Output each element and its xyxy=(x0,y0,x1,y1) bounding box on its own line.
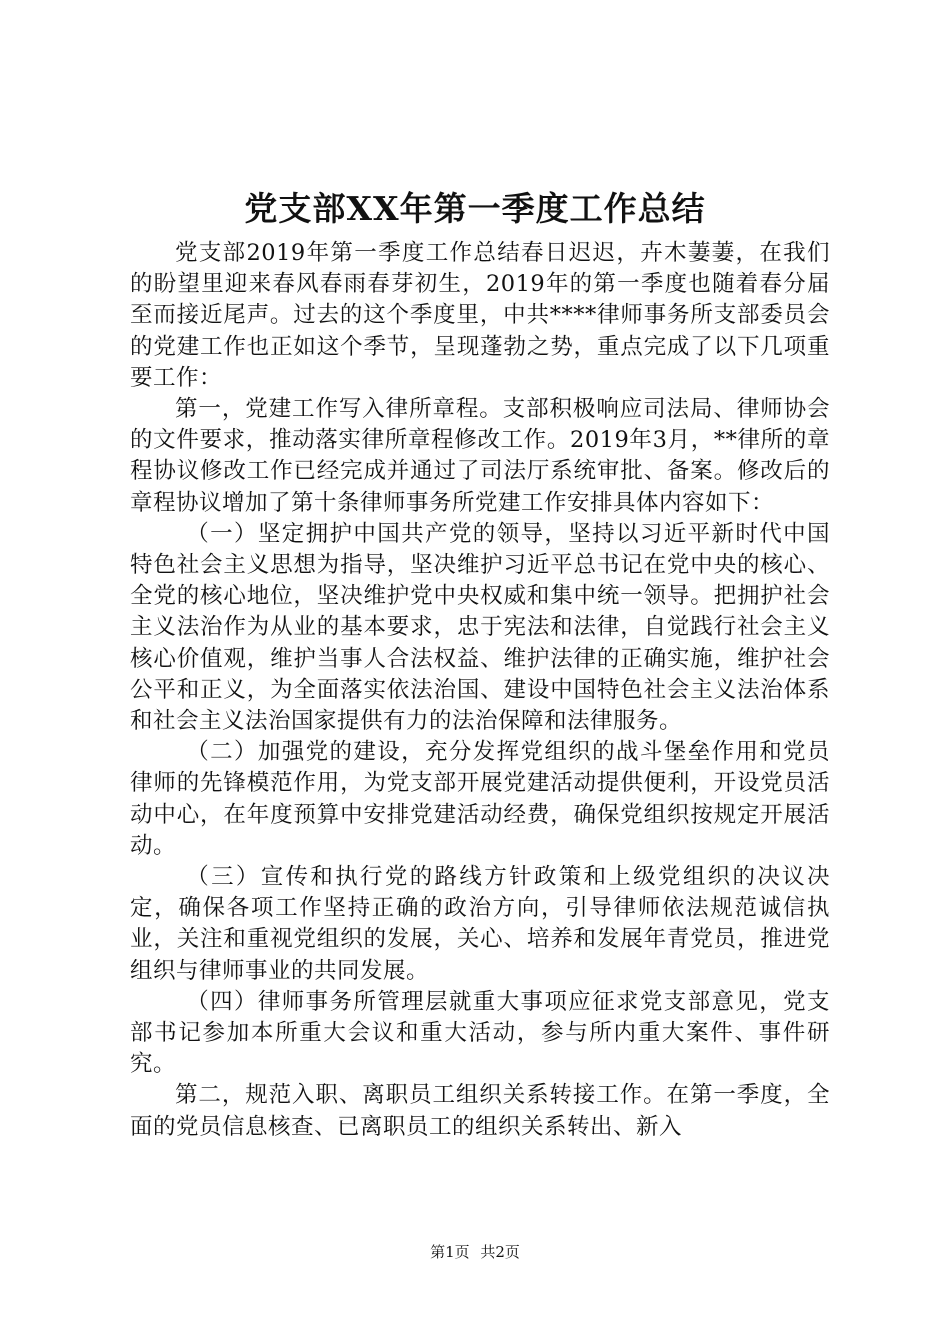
paragraph-subitem-1: （一）坚定拥护中国共产党的领导，坚持以习近平新时代中国特色社会主义思想为指导，坚决维护习近平总书记在党中央的核心、全党的核心地位，坚决维护党中央权威和集中统一领导。把拥护社会主义法治作为从业的基本要求，忠于宪法和法律，自觉践行社会主义核心价值观，维护当事人合法权益、维护法律的正确实施，维护社会公平和正义，为全面落实依法治国、建设中国特色社会主义法治体系和社会主义法治国家提供有力的法治保障和法律服务。 xyxy=(130,520,830,735)
paragraph-subitem-2: （二）加强党的建设，充分发挥党组织的战斗堡垒作用和党员律师的先锋模范作用，为党支部开展党建活动提供便利，开设党员活动中心，在年度预算中安排党建活动经费，确保党组织按规定开展活动。 xyxy=(130,739,830,859)
page-total: 共2页 xyxy=(480,1243,520,1261)
document-title: 党支部XX年第一季度工作总结 xyxy=(244,189,706,228)
paragraph-item-second: 第二，规范入职、离职员工组织关系转接工作。在第一季度，全面的党员信息核查、已离职员工的组织关系转出、新入 xyxy=(130,1082,830,1140)
document-body xyxy=(130,238,830,1143)
page-footer xyxy=(0,1242,950,1262)
paragraph-subitem-4: （四）律师事务所管理层就重大事项应征求党支部意见，党支部书记参加本所重大会议和重大活动，参与所内重大案件、事件研究。 xyxy=(130,988,830,1078)
paragraph-item-first: 第一，党建工作写入律所章程。支部积极响应司法局、律师协会的文件要求，推动落实律所章程修改工作。2019年3月，**律所的章程协议修改工作已经完成并通过了司法厅系统审批、备案。修改后的章程协议增加了第十条律师事务所党建工作安排具体内容如下： xyxy=(130,396,830,516)
paragraph-intro: 党支部2019年第一季度工作总结春日迟迟，卉木萋萋，在我们的盼望里迎来春风春雨春芽初生，2019年的第一季度也随着春分届至而接近尾声。过去的这个季度里，中共****律师事务所支部委员会的党建工作也正如这个季节，呈现蓬勃之势，重点完成了以下几项重要工作： xyxy=(130,240,830,391)
page-number: 第1页 xyxy=(430,1243,470,1261)
paragraph-subitem-3: （三）宣传和执行党的路线方针政策和上级党组织的决议决定，确保各项工作坚持正确的政治方向，引导律师依法规范诚信执业，关注和重视党组织的发展，关心、培养和发展年青党员，推进党组织与律师事业的共同发展。 xyxy=(130,864,830,984)
